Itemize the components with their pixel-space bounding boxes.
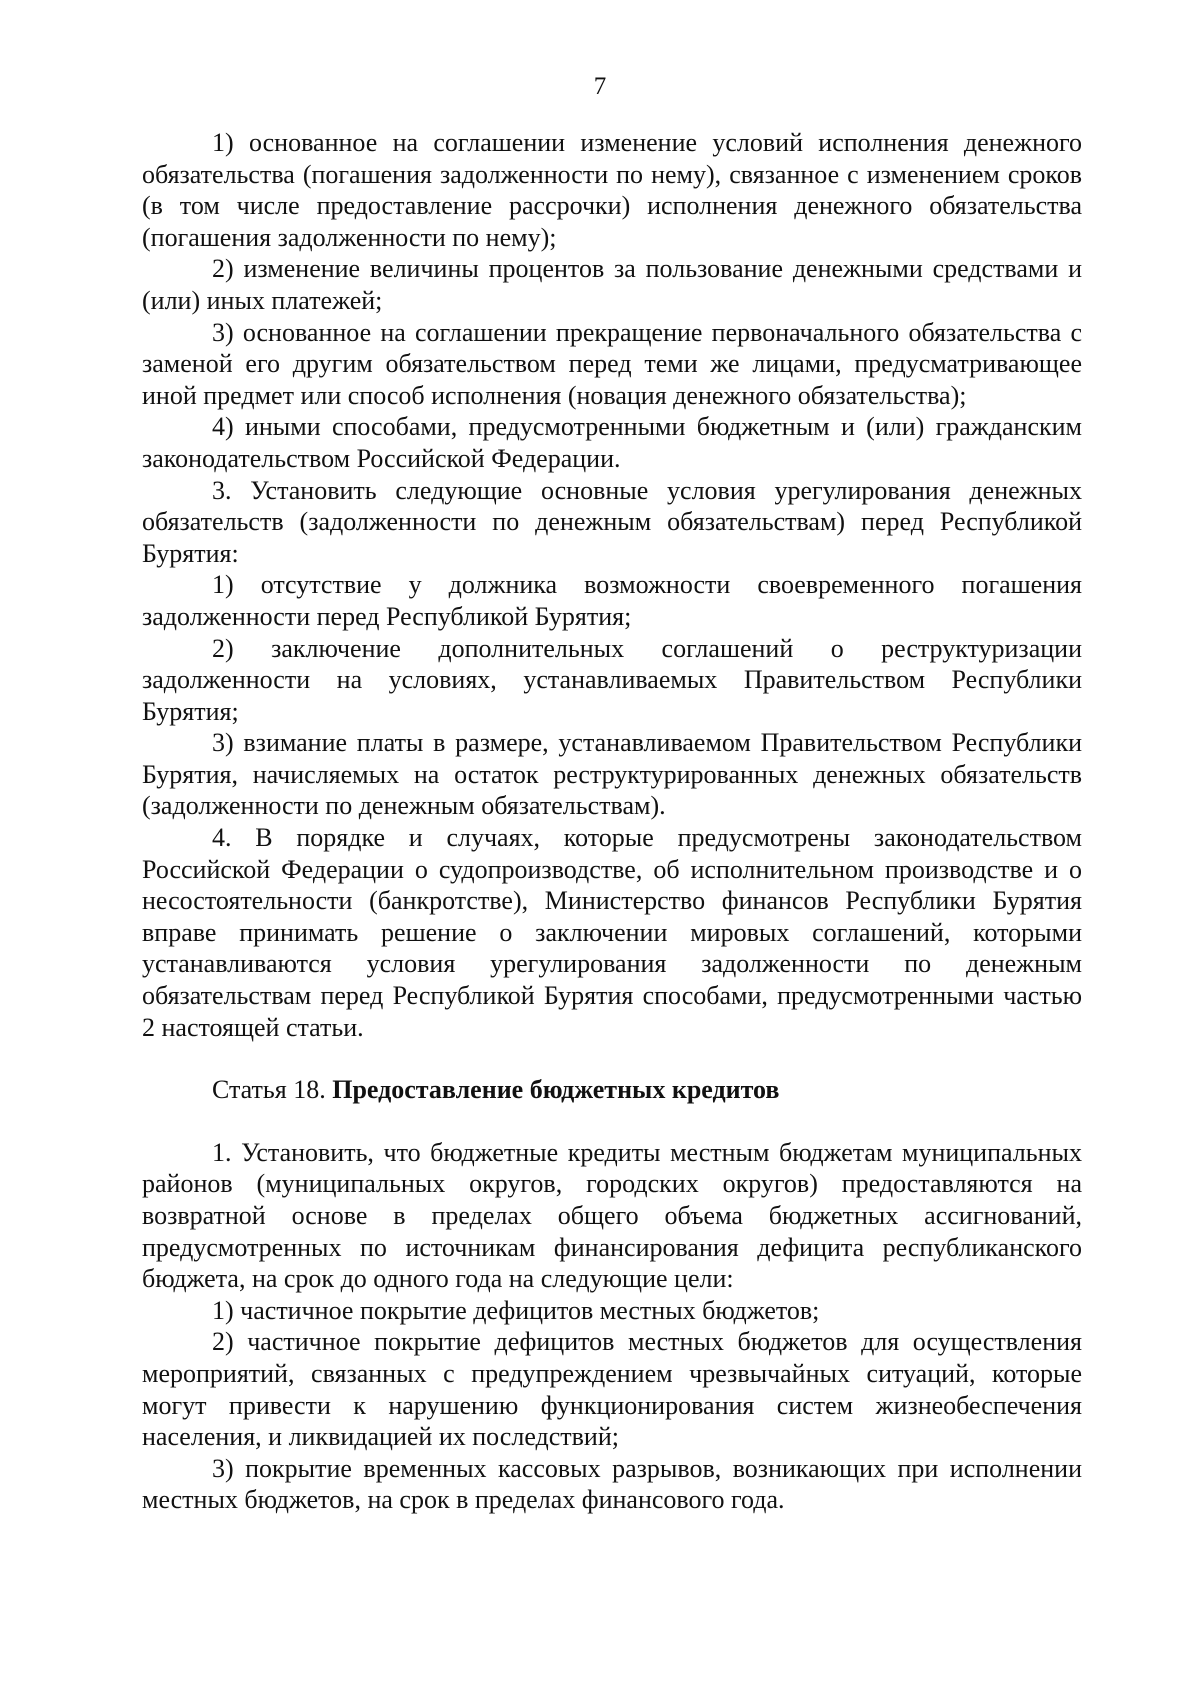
paragraph: 3. Установить следующие основные условия урегулирования денежных обязательств (задолженности по денежным обязательствам) перед Республикой Бурятия: <box>142 475 1082 568</box>
paragraph: 2) изменение величины процентов за пользование денежными средствами и (или) иных платежей; <box>142 254 1082 315</box>
article-heading <box>142 1074 1082 1106</box>
paragraph: 4. В порядке и случаях, которые предусмотрены законодательством Российской Федерации о судопроизводстве, об исполнительном производстве и о несостоятельности (банкротстве), Министерство финансов Республики Бурятия вправе принимать решение о заключении мировых соглашений, которыми устанавливаются условия урегулирования задолженности по денежным обязательствам перед Республикой Бурятия способами, предусмотренными частью 2 настоящей статьи. <box>142 823 1082 1042</box>
paragraph: 1) отсутствие у должника возможности своевременного погашения задолженности перед Республикой Бурятия; <box>142 570 1082 631</box>
article-label: Статья 18. <box>212 1075 333 1105</box>
paragraph: 3) взимание платы в размере, устанавливаемом Правительством Республики Бурятия, начисляемых на остаток реструктурированных денежных обязательств (задолженности по денежным обязательствам). <box>142 728 1082 821</box>
paragraph: 4) иными способами, предусмотренными бюджетным и (или) гражданским законодательством Российской Федерации. <box>142 412 1082 473</box>
paragraph: 1) основанное на соглашении изменение условий исполнения денежного обязательства (погашения задолженности по нему), связанное с изменением сроков (в том числе предоставление рассрочки) исполнения денежного обязательства (погашения задолженности по нему); <box>142 128 1082 252</box>
paragraph: 1. Установить, что бюджетные кредиты местным бюджетам муниципальных районов (муниципальных округов, городских округов) предоставляются на возвратной основе в пределах общего объема бюджетных ассигнований, предусмотренных по источникам финансирования дефицита республиканского бюджета, на срок до одного года на следующие цели: <box>142 1137 1082 1294</box>
paragraph: 2) заключение дополнительных соглашений о реструктуризации задолженности на условиях, устанавливаемых Правительством Республики Бурятия; <box>142 633 1082 726</box>
paragraph: 3) основанное на соглашении прекращение первоначального обязательства с заменой его другим обязательством перед теми же лицами, предусматривающее иной предмет или способ исполнения (новация денежного обязательства); <box>142 317 1082 410</box>
paragraph: 2) частичное покрытие дефицитов местных бюджетов для осуществления мероприятий, связанных с предупреждением чрезвычайных ситуаций, которые могут привести к нарушению функционирования систем жизнеобеспечения населения, и ликвидацией их последствий; <box>142 1327 1082 1452</box>
paragraph: 3) покрытие временных кассовых разрывов, возникающих при исполнении местных бюджетов, на срок в пределах финансового года. <box>142 1453 1082 1515</box>
article-title: Предоставление бюджетных кредитов <box>332 1075 780 1105</box>
document-body <box>142 127 1082 1516</box>
paragraph: 1) частичное покрытие дефицитов местных бюджетов; <box>212 1295 820 1325</box>
page-number: 7 <box>593 73 607 100</box>
